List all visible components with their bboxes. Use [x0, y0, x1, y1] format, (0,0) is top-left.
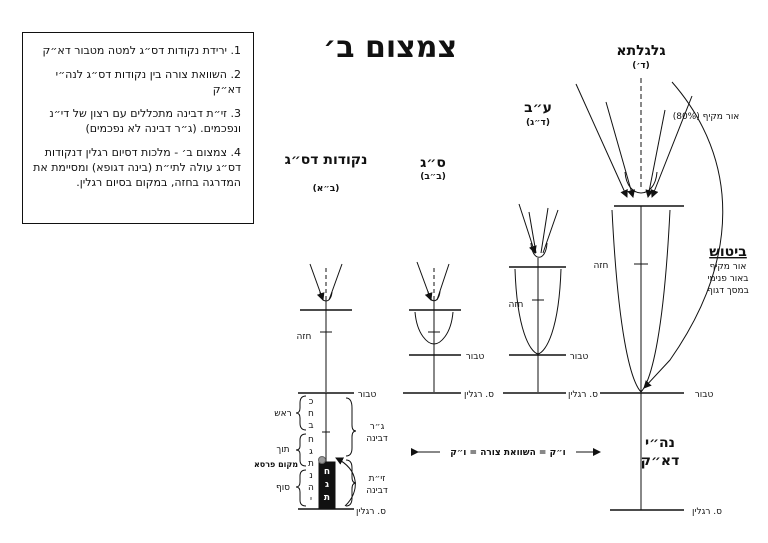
galgalta-level: (ד׳) — [632, 61, 650, 71]
galgalta-sium-label: ס. רגלין — [692, 507, 722, 517]
galgalta-name: גלגלתא — [616, 43, 666, 59]
nekudot-name: נקודות דס״ג — [284, 152, 368, 168]
toch-label: תוך — [276, 445, 290, 455]
galgalta-tabur-label: טבור — [694, 390, 714, 400]
zat-label-1: זי״ת — [368, 474, 386, 484]
note-4: 4. צמצום ב׳ - מלכות דסיום רגלין דנקודות דס״ג עולה לתי״ת (בינה דגופא) ומסיימת את המדרגה בחזה, במקום בסיום רגלין. — [33, 146, 241, 189]
ab-small-vessel — [531, 243, 547, 257]
ab-ray-1 — [519, 204, 535, 253]
note-3: 3. זי״ת דבינה מתכללים עם רצון של די״נ ונפכמים. (ג״ר דבינה לא נפכמים) — [49, 107, 241, 135]
gar-label-1: ג״ר — [369, 422, 385, 432]
malchut-letter: ת — [323, 493, 331, 503]
galgalta-ray-1 — [576, 84, 627, 197]
sefira-letter: ת — [308, 459, 314, 469]
ab-column — [503, 204, 566, 393]
page-title: צמצום ב׳ — [322, 30, 458, 65]
nekudot-ray-2 — [329, 264, 342, 300]
gar-brace — [346, 398, 356, 456]
ab-level: (ד״ג) — [526, 118, 550, 128]
sag-sium-label: ס. רגלין — [464, 390, 494, 400]
galgalta-ray-2 — [606, 102, 633, 197]
ab-ray-4 — [543, 210, 558, 253]
malchut-letter: ג — [324, 480, 330, 490]
galgalta-ray-3 — [648, 110, 665, 197]
bitush-arrow — [644, 82, 723, 388]
note-2: 2. השוואת צורה בין נקודות דס״ג לנה״י דא״ק — [55, 68, 241, 96]
sag-level: (ב״ב) — [420, 172, 446, 182]
nekudot-level: (ב״א) — [312, 184, 340, 194]
bitush-desc-1: אור מקיף — [709, 262, 747, 272]
sof-label: סוף — [275, 483, 291, 493]
sefira-letter: ח — [308, 409, 314, 419]
bitush-desc-2: באור פנימי — [707, 274, 749, 284]
sag-column — [403, 262, 461, 393]
rosh-brace — [296, 396, 306, 430]
sefira-letter: כ — [308, 397, 314, 407]
notes-box — [22, 32, 254, 224]
sefira-letter: נ — [309, 471, 313, 481]
nekudot-ray-1 — [310, 264, 323, 300]
or-makif-label: אור מקיף (80%) — [672, 112, 740, 122]
sefira-letter: ג — [309, 447, 313, 457]
bitush-desc-3: במסך דגוף — [707, 286, 749, 296]
vak-equality — [418, 442, 600, 458]
sefira-letter: ה — [308, 483, 314, 493]
nekudot-sium-label: ס. רגלין — [356, 507, 386, 517]
sag-tabur-label: טבור — [465, 352, 485, 362]
rosh-label: ראש — [274, 409, 292, 419]
vak-equality-label: ו״ק = השוואת צורה = ו״ק — [450, 448, 566, 458]
sag-text — [420, 155, 494, 400]
sefira-letter: י — [309, 495, 313, 505]
nhy-label-2: דא״ק — [640, 453, 680, 469]
makom-parsa-label: מקום פרסא — [253, 460, 299, 469]
bitush-label: ביטוש — [709, 244, 747, 260]
sof-brace — [296, 470, 306, 506]
ab-tabur-label: טבור — [569, 352, 589, 362]
ab-sium-label: ס. רגלין — [568, 390, 598, 400]
note-1: 1. ירידת נקודות דס״ג למטה מטבור דא״ק — [42, 44, 241, 57]
ab-name: ע״ב — [524, 100, 552, 116]
makom-parsa-dot — [319, 457, 326, 464]
malchut-letter: ח — [323, 467, 331, 477]
sefira-letter: ח — [308, 435, 314, 445]
sag-ray-2 — [437, 264, 449, 300]
nhy-label-1: נה״י — [644, 435, 676, 451]
sefira-letter: ב — [308, 421, 314, 431]
sag-name: ס״ג — [420, 155, 446, 171]
galgalta-chaze-label: חזה — [593, 261, 609, 271]
zat-label-2: דבינה — [366, 486, 388, 496]
sefirot-letters — [308, 397, 314, 505]
nekudot-tabur-label: טבור — [357, 390, 377, 400]
nekudot-chaze-label: חזה — [296, 332, 312, 342]
ab-chaze-label: חזה — [508, 300, 524, 310]
gar-label-2: דבינה — [366, 434, 388, 444]
